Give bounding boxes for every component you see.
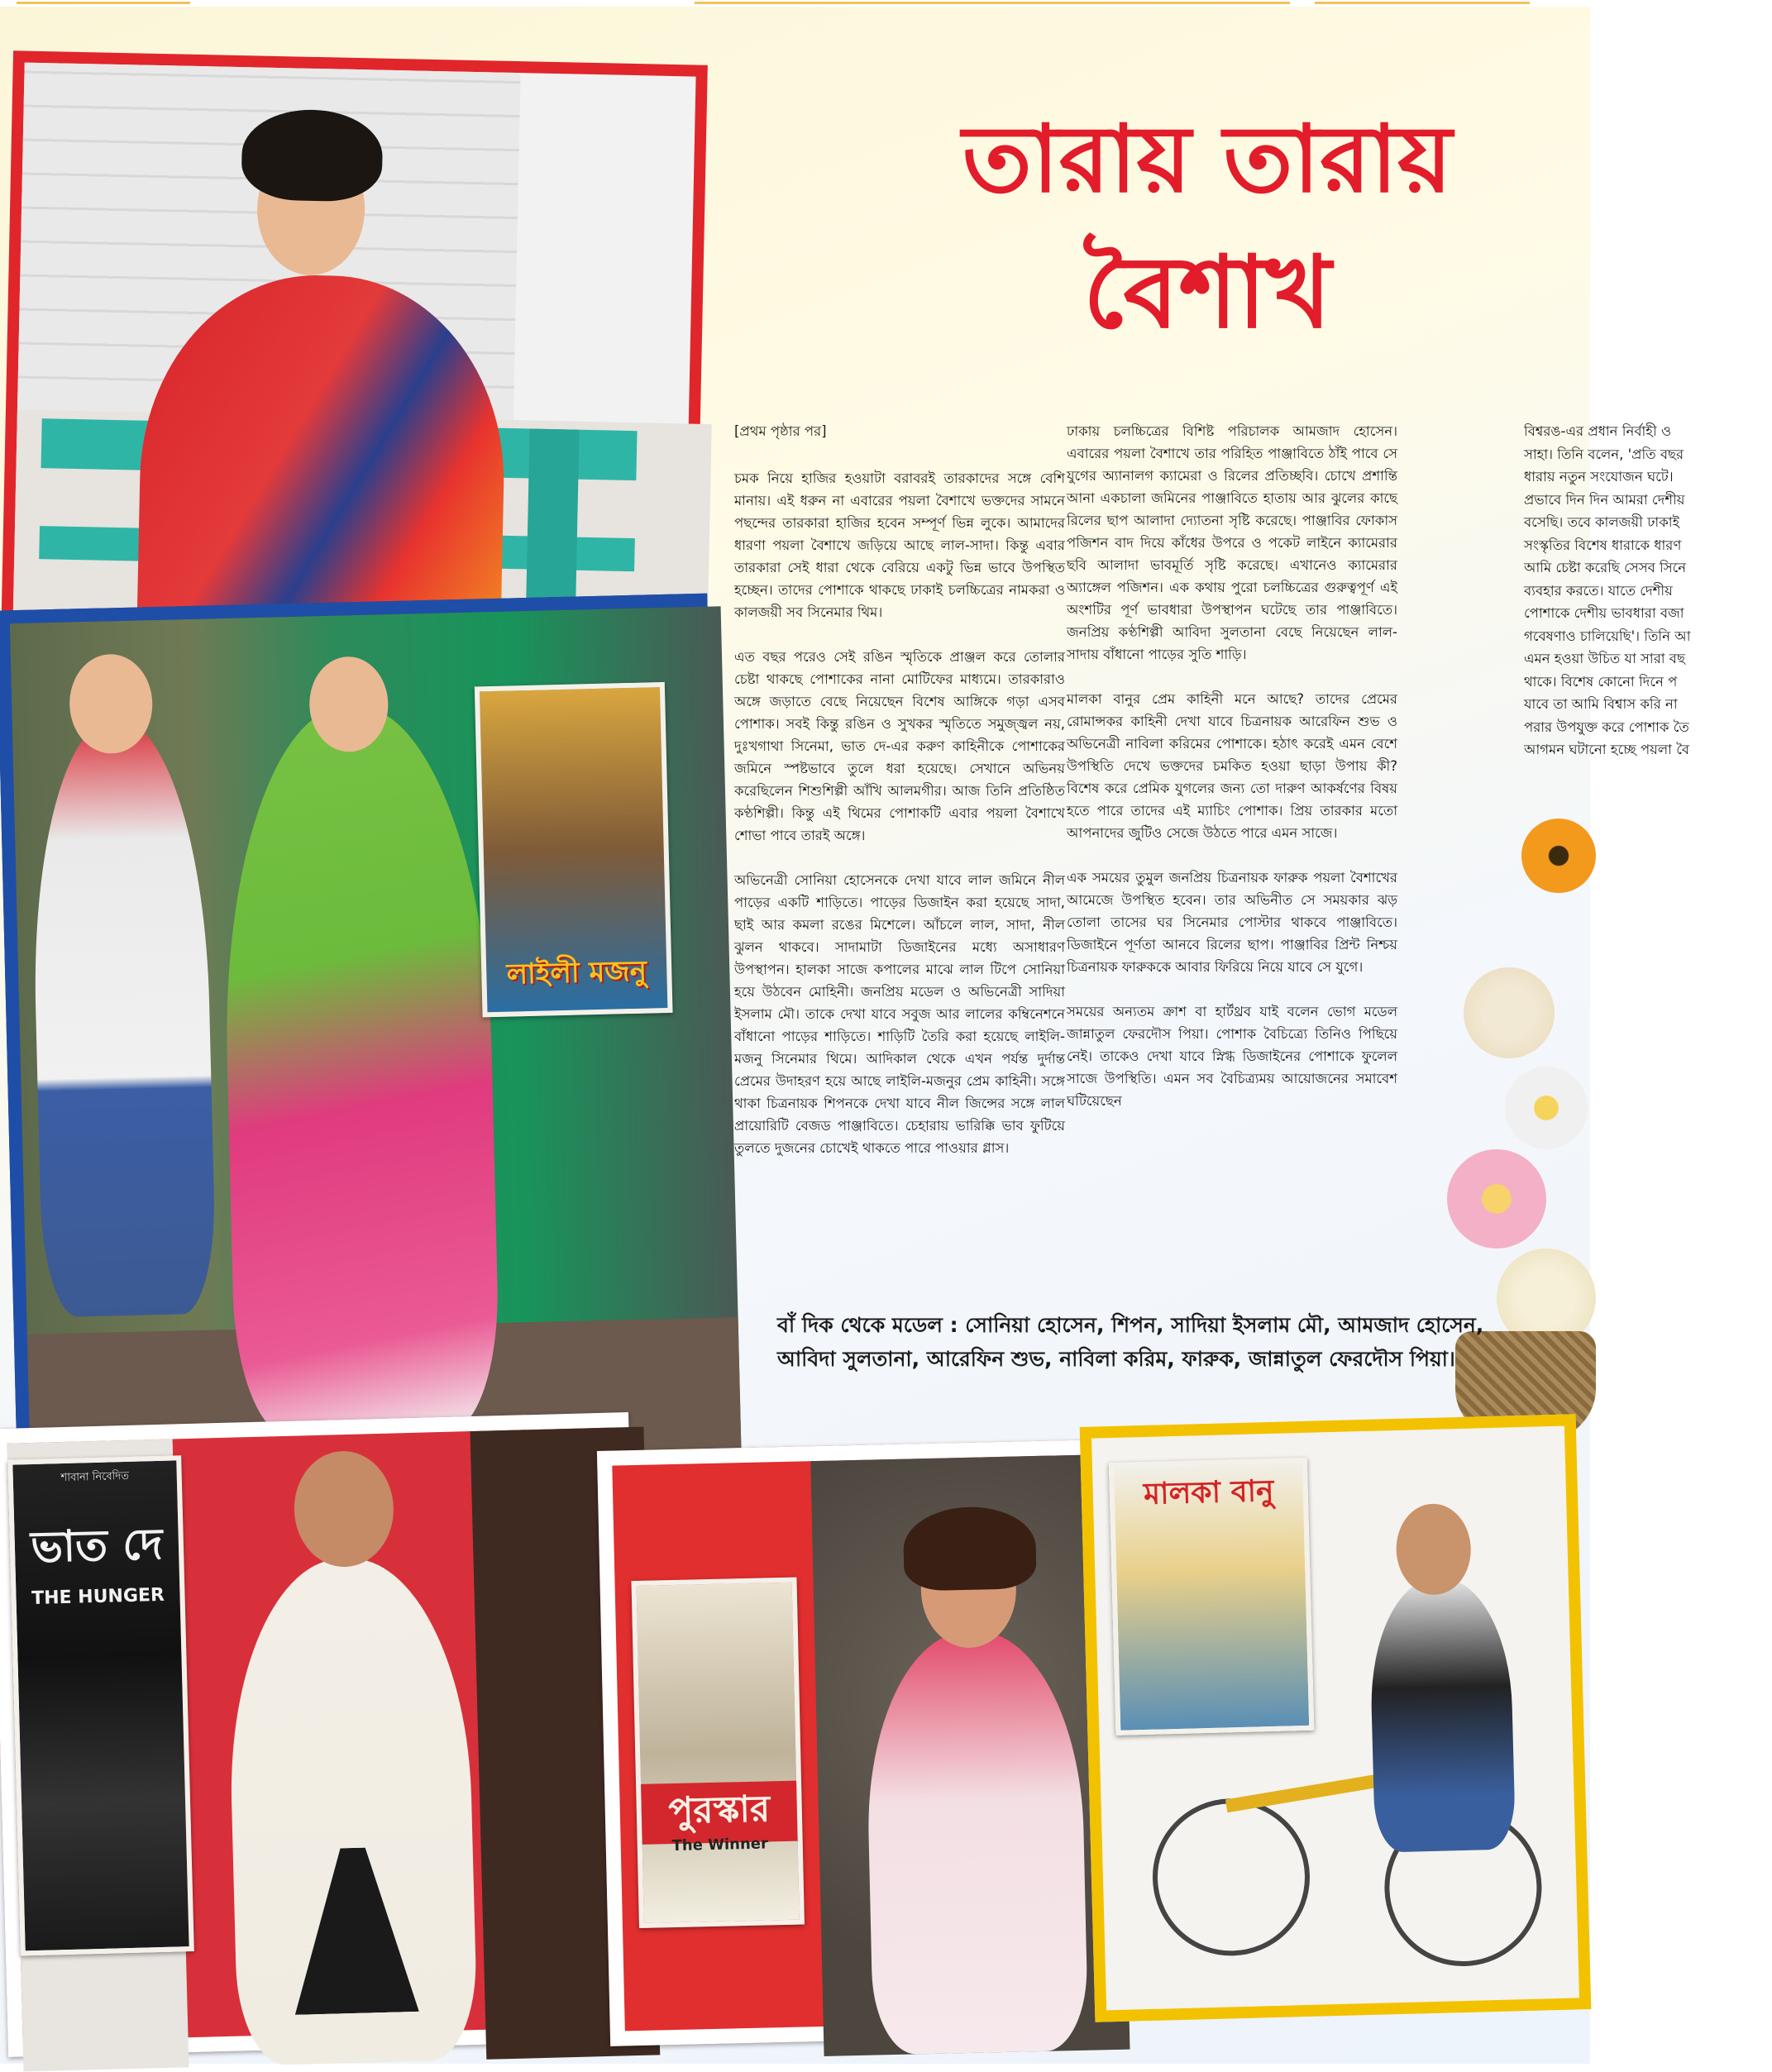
poster-malka-banu	[1109, 1458, 1315, 1735]
article-line: ব্যবহার করতে। যাতে দেশীয়	[1524, 582, 1673, 599]
article-paragraph: চমক নিয়ে হাজির হওয়াটা বরাবরই তারকাদের সঙ্গে বেশি মানায়। এই ধরুন না এবারের পয়লা বৈশাখে ভক্তদের সামনে পছন্দের তারকারা হাজির হবেন সম্পূর্ণ ভিন্ন লুকে। আমাদের ধারণা পয়লা বৈশাখে জড়িয়ে আছে লাল-সাদা। কিন্তু এবার তারকারা সেই ধারা থেকে বেরিয়ে একটু ভিন্ন ভাবে উপস্থিত হচ্ছেন। তাদের পোশাকে থাকছে ঢাকাই চলচ্চিত্রের নামকরা ও কালজয়ী সব সিনেমার থিম।	[734, 470, 1065, 620]
article-column-1	[734, 420, 1065, 1182]
poster-bhat-de-subtitle: THE HUNGER	[31, 1584, 165, 1610]
poster-malka-banu-title: মালকা বানু	[1143, 1473, 1275, 1511]
photo-arefin-shuvo	[1080, 1414, 1592, 2022]
article-paragraph: ঢাকায় চলচ্চিত্রের বিশিষ্ট পরিচালক আমজাদ হোসেন। এবারের পয়লা বৈশাখে তার পরিহিত পাঞ্জাবিতে ঠাঁই পাবে সে যুগের অ্যানালগ ক্যামেরা ও রিলের প্রতিচ্ছবি। চোখে প্রশান্তি আনা একচালা জমিনের পাঞ্জাবিতে হাতায় আর ঝুলের কাছে রিলের ছাপ আলাদা দ্যোতনা সৃষ্টি করেছে। পাঞ্জাবির ফোকাস পজিশন বাদ দিয়ে কাঁধের উপরে ও পকেট লাইনে ক্যামেরার ছবি আলাদা ভাবমূর্তি সৃষ্টি করেছে। এখানেও ক্যামেরার অ্যাঙ্গেল পজিশন। এক কথায় পুরো চলচ্চিত্রের গুরুত্বপূর্ণ এই অংশটির পূর্ণ ভাবধারা উপস্থাপন ঘটেছে তার পাঞ্জাবিতে। জনপ্রিয় কণ্ঠশিল্পী আবিদা সুলতানা বেছে নিয়েছেন লাল-সাদায় বাঁধানো পাড়ের সুতি শাড়ি।	[1067, 423, 1397, 662]
article-column-2	[1067, 420, 1397, 1134]
caption-line-2: আবিদা সুলতানা, আরেফিন শুভ, নাবিলা করিম, ফারুক, জান্নাতুল ফেরদৌস পিয়া।	[777, 1347, 1455, 1371]
poster-bhat-de-title: ভাত দে	[30, 1518, 164, 1573]
headline	[943, 99, 1472, 357]
poster-bhat-de	[7, 1455, 194, 1955]
article-line: গবেষণাও চালিয়েছি'। তিনি আ	[1524, 628, 1691, 644]
article-line: আমি চেষ্টা করেছি সেসব সিনে	[1524, 560, 1687, 575]
article-paragraph: অভিনেত্রী সোনিয়া হোসেনকে দেখা যাবে লাল জমিনে নীল পাড়ের একটি শাড়িতে। পাড়ের ডিজাইন করা হয়েছে সাদা, ছাই আর কমলা রঙের মিশেলে। আঁচলে লাল, সাদা, নীল ঝুলন থাকবে। সাদামাটা ডিজাইনের মধ্যে অসাধারণ উপস্থাপন। হালকা সাজে কপালের মাঝে লাল টিপে সোনিয়া হয়ে উঠবেন মোহিনী। জনপ্রিয় মডেল ও অভিনেত্রী সাদিয়া ইসলাম মৌ। তাকে দেখা যাবে সবুজ আর লালের কম্বিনেশনে বাঁধানো পাড়ের শাড়িতে। শাড়িটি তৈরি করা হয়েছে লাইলি-মজনু সিনেমার থিমে। আদিকাল থেকে এখন পর্যন্ত দুর্দান্ত প্রেমের উদাহরণ হয়ে আছে লাইলি-মজনুর প্রেম কাহিনী। সঙ্গে থাকা চিত্রনায়ক শিপনকে দেখা যাবে নীল জিন্সের সঙ্গে লাল প্রায়োরিটি বেজড পাঞ্জাবিতে। চেহারায় ভারিক্কি ভাব ফুটিয়ে তুলতে দুজনের চোখেই থাকতে পারে পাওয়ার গ্লাস।	[734, 872, 1065, 1156]
poster-puroshkar-subtitle: The Winner	[671, 1835, 769, 1855]
photo-amjad-hossain	[0, 1412, 645, 2057]
article-line: ধারায় নতুন সংযোজন ঘটে।	[1524, 469, 1674, 485]
article-line: এমন হওয়া উচিত যা সারা বছ	[1524, 651, 1685, 666]
continued-label: [প্রথম পৃষ্ঠার পর]	[734, 423, 827, 439]
model-caption	[777, 1308, 1596, 1376]
article-line: পোশাকে দেশীয় ভাবধারা বজা	[1524, 605, 1684, 621]
article-line: প্রভাবে দিন দিন আমরা দেশীয়	[1524, 491, 1685, 508]
article-line: বসেছি। তবে কালজয়ী ঢাকাই	[1524, 514, 1680, 530]
article-line: বিশ্বরঙ-এর প্রধান নির্বাহী ও	[1524, 423, 1672, 439]
article-line: সংস্কৃতির বিশেষ ধারাকে ধারণ	[1524, 537, 1682, 553]
caption-line-1: বাঁ দিক থেকে মডেল : সোনিয়া হোসেন, শিপন, সাদিয়া ইসলাম মৌ, আমজাদ হোসেন,	[777, 1313, 1484, 1337]
photo-shipon-and-sadia	[0, 594, 728, 1471]
article-line: আগমন ঘটানো হচ্ছে পয়লা বৈ	[1524, 742, 1690, 757]
article-paragraph: এক সময়ের তুমুল জনপ্রিয় চিত্রনায়ক ফারুক পয়লা বৈশাখের আমেজে উপস্থিত হবেন। তার অভিনীত সে সময়কার ঝড় তোলা তাসের ঘর সিনেমার পোস্টার থাকবে পাঞ্জাবিতে। ডিজাইনে পূর্ণতা আনবে রিলের ছাপ। পাঞ্জাবির প্রিন্ট নিশ্চয় চিত্রনায়ক ফারুককে আবার ফিরিয়ে নিয়ে যাবে সে যুগে।	[1067, 870, 1397, 975]
poster-puroshkar-title: পুরস্কার	[641, 1781, 798, 1845]
headline-line-1: তারায় তারায়	[962, 105, 1453, 213]
headline-line-2: বৈশাখ	[1083, 233, 1331, 351]
poster-laili-majnu-title: লাইলী মজনু	[506, 954, 647, 991]
photo-abida-sultana	[597, 1439, 1115, 2046]
article-line: থাকে। বিশেষ কোনো দিনে প	[1524, 673, 1678, 690]
article-line: পরার উপযুক্ত করে পোশাক তৈ	[1524, 719, 1689, 735]
article-paragraph: মালকা বানুর প্রেম কাহিনী মনে আছে? তাদের প্রেমের রোমান্সকর কাহিনী দেখা যাবে চিত্রনায়ক আরেফিন শুভ ও অভিনেত্রী নাবিলা করিমের পোশাকে। হঠাৎ করেই এমন বেশে উপস্থিতি দেখে ভক্তদের চমকিত হওয়া ছাড়া উপায় কী? বিশেষ করে প্রেমিক যুগলের জন্য তো দারুণ আকর্ষণের বিষয় হতে পারে তাদের এই ম্যাচিং পোশাক। প্রিয় তারকার মতো আপনাদের জুটিও সেজে উঠতে পারে এমন সাজে।	[1067, 691, 1397, 841]
poster-bhat-de-top-text: শাবানা নিবেদিত	[60, 1469, 130, 1485]
poster-laili-majnu	[475, 682, 673, 1018]
article-line: সাহা। তিনি বলেন, 'প্রতি বছর	[1524, 446, 1684, 462]
top-rule	[0, 0, 1590, 7]
article-line: যাবে তা আমি বিশ্বাস করি না	[1524, 696, 1678, 712]
article-paragraph: এত বছর পরেও সেই রঙিন স্মৃতিকে প্রাঞ্জল করে তোলার চেষ্টা থাকছে পোশাকের নানা মোটিফের মাধ্যমে। তারকারাও অঙ্গে জড়াতে বেছে নিয়েছেন বিশেষ আঙ্গিকে গড়া এসব পোশাক। সবই কিন্তু রঙিন ও সুখকর স্মৃতিতে সমুজ্জ্বল নয়, দুঃখগাথা সিনেমা, ভাত দে-এর করুণ কাহিনীকে পোশাকের জমিনে স্পষ্টভাবে তুলে ধরা হয়েছে। সেখানে অভিনয় করেছিলেন শিশুশিল্পী আঁখি আলমগীর। আজ তিনি প্রতিষ্ঠিত কণ্ঠশিল্পী। কিন্তু এই থিমের পোশাকটি এবার পয়লা বৈশাখে শোভা পাবে তারই অঙ্গে।	[734, 649, 1065, 843]
article-paragraph: সময়ের অন্যতম ক্রাশ বা হার্টথ্রব যাই বলেন ভোগ মডেল জান্নাতুল ফেরদৌস পিয়া। পোশাক বৈচিত্র্যে তিনিও পিছিয়ে নেই। তাকেও দেখা যাবে স্নিগ্ধ ডিজাইনের পোশাকে ফুলেল সাজে উপস্থিতি। এমন সব বৈচিত্র্যময় আয়োজনের সমাবেশ ঘটিয়েছেন	[1067, 1004, 1397, 1109]
poster-puroshkar	[631, 1578, 804, 1928]
